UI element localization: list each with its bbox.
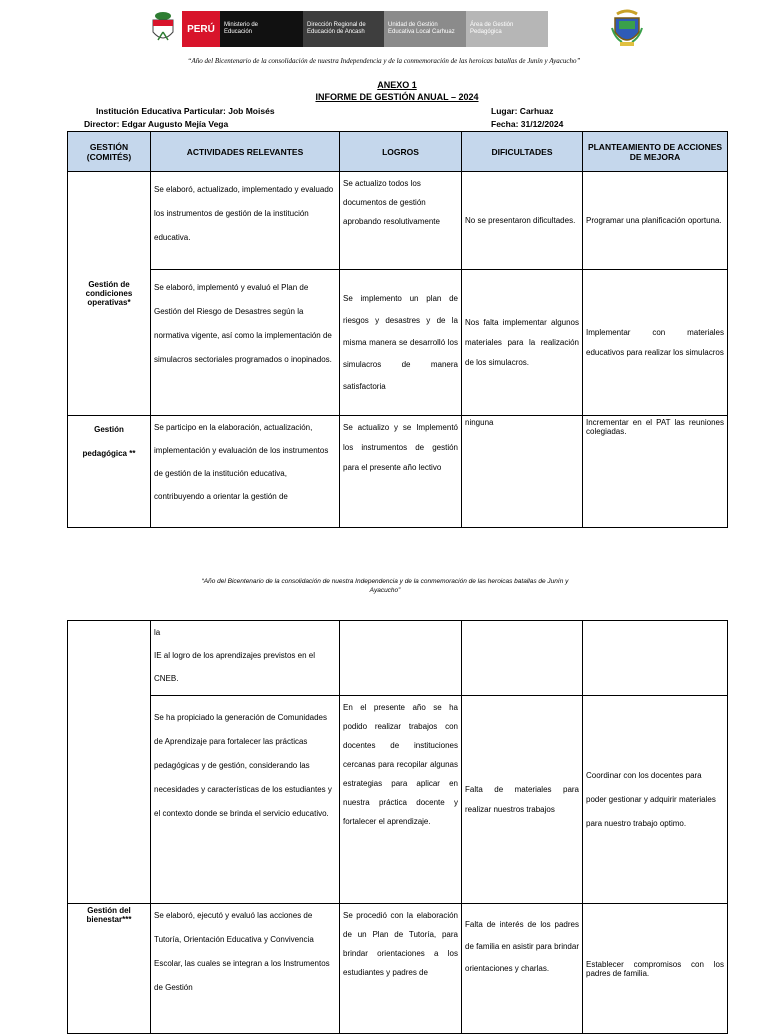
actividad-cell: Se elaboró, ejecutó y evaluó las acciones de Tutoría, Orientación Educativa y Convivencia Escolar, las cuales se integran a los Instrumentos de Gestión [151, 904, 340, 1034]
header-gestion: GESTIÓN (COMITÉS) [68, 132, 151, 172]
actividad-cell: Se ha propiciado la generación de Comunidades de Aprendizaje para fortalecer las prácticas pedagógicas y de gestión, considerando las necesidades y características de los estudiantes y el contexto donde se brinda el servicio educativo. [151, 696, 340, 904]
dificultad-cell: Nos falta implementar algunos materiales para la realización de los simulacros. [462, 270, 583, 416]
table-row [68, 621, 728, 696]
mejora-cell: Incrementar en el PAT las reuniones colegiadas. [583, 416, 728, 528]
document-title: INFORME DE GESTIÓN ANUAL – 2024 [315, 92, 479, 102]
dificultad-cell: Falta de materiales para realizar nuestros trabajos [462, 696, 583, 904]
mejora-cell: Implementar con materiales educativos para realizar los simulacros [583, 270, 728, 416]
gestion-pedagogica-cell: Gestión pedagógica ** [68, 416, 151, 528]
page2-motto-text: “Año del Bicentenario de la consolidación de nuestra Independencia y de la conmemoración de las heroicas batallas de Junín y Ayacucho” [201, 578, 569, 594]
institution-label: Institución Educativa Particular: Job Moisés [96, 106, 275, 116]
carhuaz-shield-icon [610, 8, 644, 48]
actividad-cell: Se elaboró, actualizado, implementado y evaluado los instrumentos de gestión de la institución educativa. [151, 172, 340, 270]
table-row [68, 696, 728, 904]
report-table-page1 [67, 131, 728, 528]
date-label: Fecha: 31/12/2024 [491, 119, 564, 129]
dificultad-cell: ninguna [462, 416, 583, 528]
gestion-bienestar-cell: Gestión del bienestar*** [68, 904, 151, 1034]
table-header-row [68, 132, 728, 172]
table-row [68, 904, 728, 1034]
table-row [68, 172, 728, 270]
mejora-empty-cell [583, 621, 728, 696]
header-logros: LOGROS [340, 132, 462, 172]
report-table-page2 [67, 620, 728, 1034]
logro-cell: En el presente año se ha podido realizar trabajos con docentes de instituciones cercanas para recopilar algunas estrategias para aplicar en nuestra práctica docente y fortalecer el aprendizaje. [340, 696, 462, 904]
actividad-cell: Se elaboró, implementó y evaluó el Plan de Gestión del Riesgo de Desastres según la normativa vigente, así como la implementación de simulacros sectoriales programados o inopinados. [151, 270, 340, 416]
table-row [68, 416, 728, 528]
logro-cell: Se procedió con la elaboración de un Plan de Tutoría, para brindar orientaciones a los estudiantes y padres de [340, 904, 462, 1034]
annex-label: ANEXO 1 [377, 80, 417, 90]
logo-area-gestion: Área de Gestión Pedagógica [466, 11, 548, 47]
gestion-empty-cell [68, 621, 151, 904]
header-dificultades: DIFICULTADES [462, 132, 583, 172]
dificultad-empty-cell [462, 621, 583, 696]
logo-ministerio: Ministerio de Educación [220, 11, 303, 47]
logo-peru: PERÚ [182, 11, 220, 47]
logro-cell: Se implemento un plan de riesgos y desastres y de la misma manera se desarrolló los simulacros de manera satisfactoria [340, 270, 462, 416]
table-row [68, 270, 728, 416]
mejora-cell: Programar una planificación oportuna. [583, 172, 728, 270]
mejora-cell: Coordinar con los docentes para poder gestionar y adquirir materiales para nuestro trabajo optimo. [583, 696, 728, 904]
director-label: Director: Edgar Augusto Mejía Vega [84, 119, 229, 129]
actividad-cell: Se participo en la elaboración, actualización, implementación y evaluación de los instrumentos de gestión de la institución educativa, contribuyendo a orientar la gestión de [151, 416, 340, 528]
header-actividades: ACTIVIDADES RELEVANTES [151, 132, 340, 172]
page-header [0, 0, 768, 58]
dificultad-cell: Falta de interés de los padres de familia en asistir para brindar orientaciones y charlas. [462, 904, 583, 1034]
gestion-operativa-cell: Gestión de condiciones operativas* [68, 172, 151, 416]
logo-ugel: Unidad de Gestión Educativa Local Carhuaz [384, 11, 466, 47]
peru-coat-of-arms-icon [148, 10, 178, 46]
logo-dre: Dirección Regional de Educación de Ancash [303, 11, 384, 47]
place-label: Lugar: Carhuaz [491, 106, 554, 116]
ministry-banner [182, 11, 548, 47]
header-mejora: PLANTEAMIENTO DE ACCIONES DE MEJORA [583, 132, 728, 172]
dificultad-cell: No se presentaron dificultades. [462, 172, 583, 270]
mejora-cell: Establecer compromisos con los padres de familia. [583, 904, 728, 1034]
actividad-cell: la IE al logro de los aprendizajes previstos en el CNEB. [151, 621, 340, 696]
motto-text: “Año del Bicentenario de la consolidación de nuestra Independencia y de la conmemoración de las heroicas batallas de Junín y Ayacucho” [187, 57, 581, 65]
logro-empty-cell [340, 621, 462, 696]
logro-cell: Se actualizo todos los documentos de gestión aprobando resolutivamente [340, 172, 462, 270]
logro-cell: Se actualizo y se Implementó los instrumentos de gestión para el presente año lectivo [340, 416, 462, 528]
